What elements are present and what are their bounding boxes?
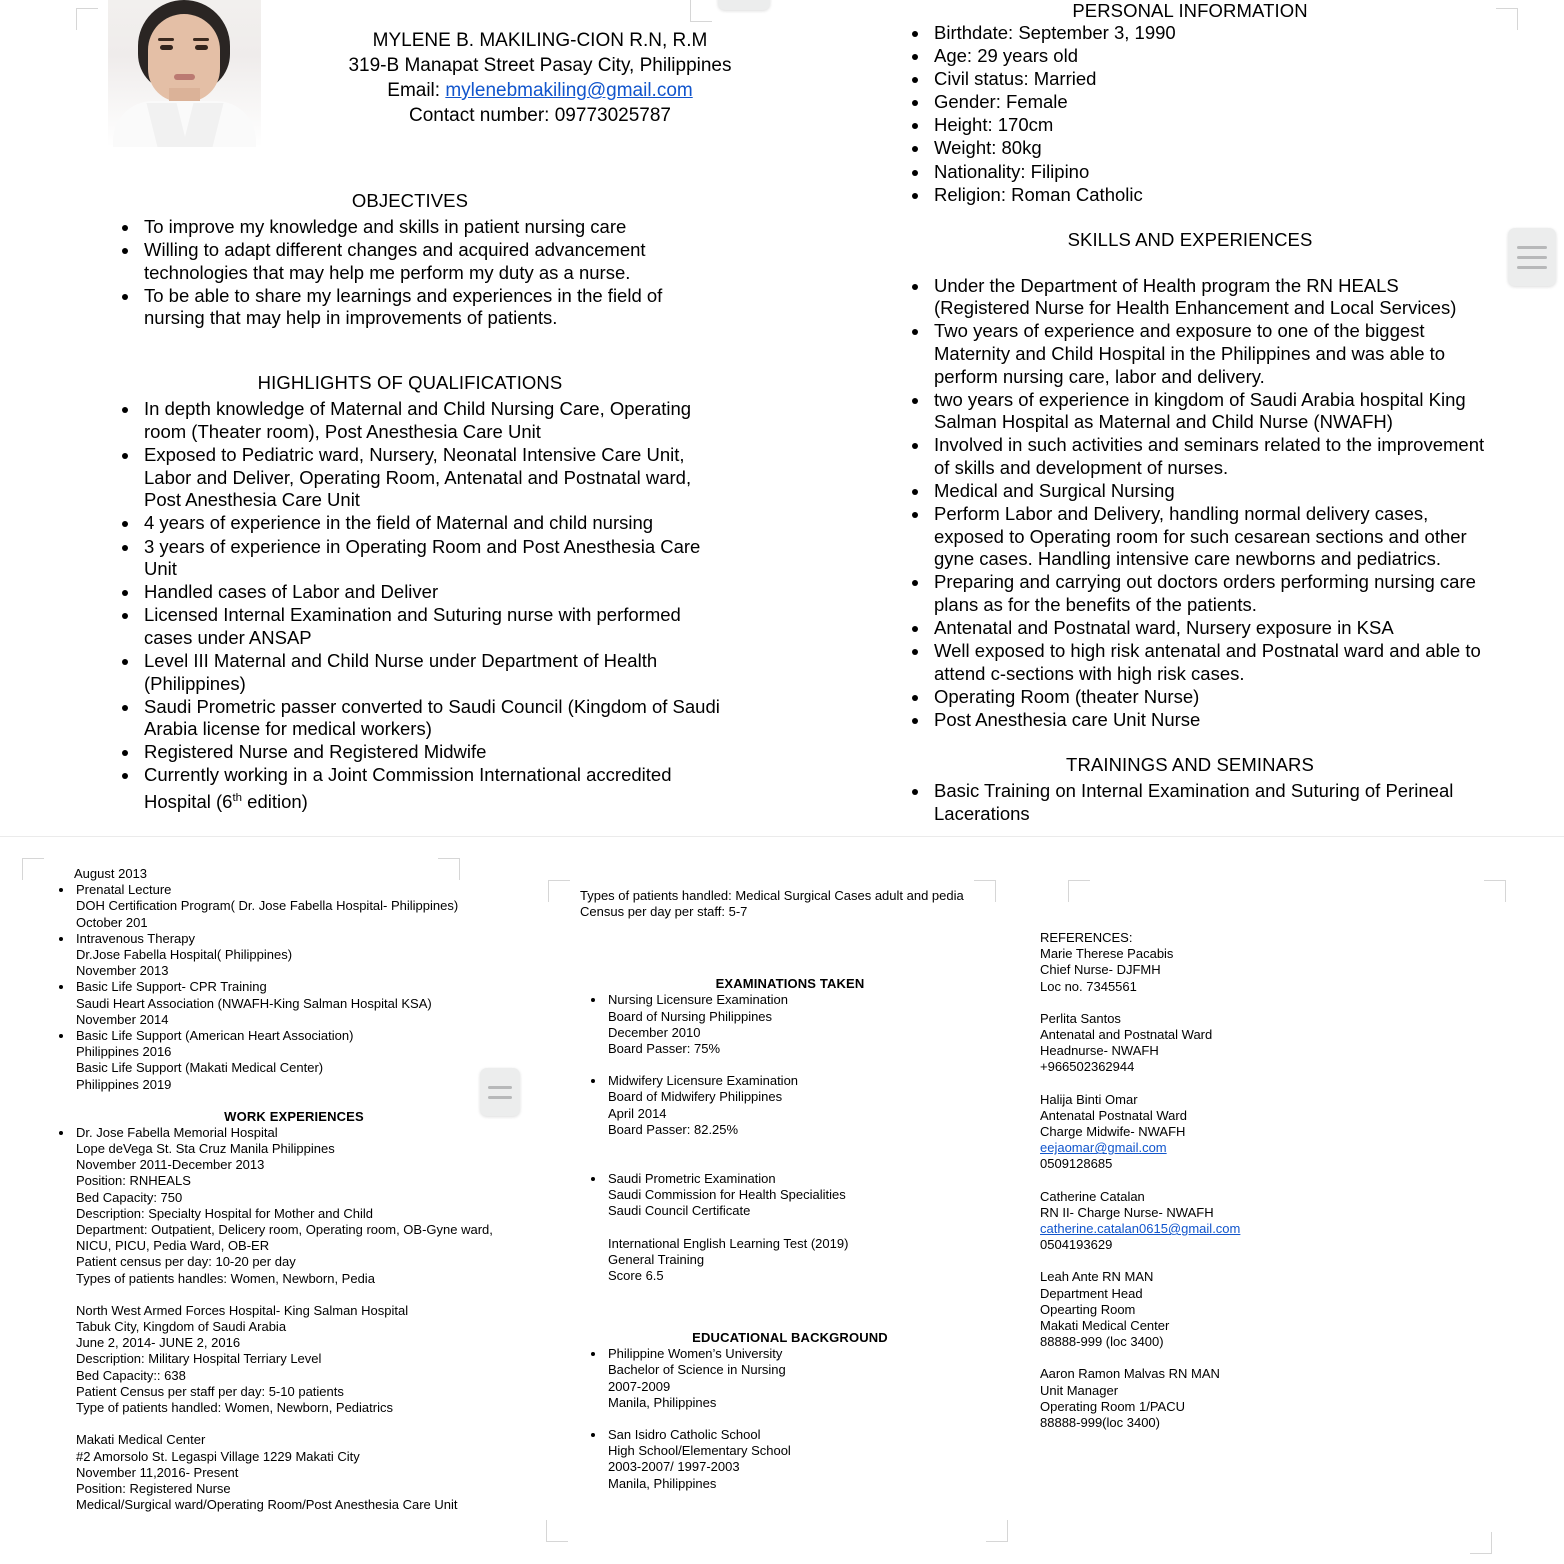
highlight-last-post: edition) — [242, 791, 308, 813]
list-item: • Saudi Prometric passer converted to Saudi Council (Kingdom of Saudi Arabia license for medical workers) — [140, 696, 720, 741]
list-item — [74, 1432, 518, 1513]
list-item: • Willing to adapt different changes and acquired advancement technologies that may help me perform my duty as a nurse. — [140, 239, 720, 284]
english-test-detail: Score 6.5 — [608, 1268, 664, 1284]
list-item — [606, 1171, 1000, 1284]
reference-line: Antenatal Postnatal Ward — [1040, 1107, 1187, 1123]
menu-line-icon — [488, 1086, 513, 1089]
reference-line: Halija Binti Omar — [1040, 1091, 1138, 1107]
school-name: San Isidro Catholic School — [608, 1427, 761, 1443]
list-item: • Nationality: Filipino — [930, 161, 1490, 184]
school-detail: Manila, Philippines — [608, 1394, 717, 1410]
menu-line-icon — [1517, 256, 1547, 259]
reference-line: RN II- Charge Nurse- NWAFH — [1040, 1204, 1214, 1220]
list-item: • Involved in such activities and seminars related to the improvement of skills and development of nurses. — [930, 434, 1490, 479]
exam-detail: December 2010 — [608, 1024, 701, 1040]
exam-name: Nursing Licensure Examination — [608, 992, 788, 1008]
list-item: • Level III Maternal and Child Nurse under Department of Health (Philippines) — [140, 650, 720, 695]
reference-line: 0509128685 — [1040, 1156, 1113, 1172]
employer-detail: Lope deVega St. Sta Cruz Manila Philippines — [76, 1141, 335, 1157]
exam-detail: Board of Midwifery Philippines — [608, 1089, 783, 1105]
trainings-heading: TRAININGS AND SEMINARS — [1066, 754, 1314, 776]
employer-detail: November 2011-December 2013 — [76, 1157, 265, 1173]
employer-name: Dr. Jose Fabella Memorial Hospital — [76, 1124, 278, 1140]
training-detail: Philippines 2016 — [76, 1044, 172, 1060]
list-item: • Well exposed to high risk antenatal and Postnatal ward and able to attend c-sections with high risk cases. — [930, 640, 1490, 685]
list-item: • Registered Nurse and Registered Midwife — [140, 741, 720, 764]
list-item — [606, 992, 1000, 1057]
list-item — [606, 1346, 1000, 1411]
training-detail: DOH Certification Program( Dr. Jose Fabella Hospital- Philippines) — [76, 898, 459, 914]
trainings-list — [890, 780, 1490, 825]
reference-line: Antenatal and Postnatal Ward — [1040, 1027, 1213, 1043]
candidate-contact: Contact number: 09773025787 — [409, 105, 671, 126]
employer-detail: November 11,2016- Present — [76, 1464, 239, 1480]
page2-middle-column — [580, 888, 1000, 1492]
exam-detail: Saudi Council Certificate — [608, 1203, 751, 1219]
training-name: Intravenous Therapy — [76, 930, 195, 946]
list-item: • Exposed to Pediatric ward, Nursery, Neonatal Intensive Care Unit, Labor and Deliver, Operating Room, Antenatal and Postnatal ward, Post Anesthesia Care Unit — [140, 444, 720, 512]
training-name: Prenatal Lecture — [76, 882, 172, 898]
objectives-heading: OBJECTIVES — [351, 190, 469, 211]
list-item: • To improve my knowledge and skills in patient nursing care — [140, 216, 720, 239]
examinations-list — [580, 992, 1000, 1284]
reference-line: Leah Ante RN MAN — [1040, 1269, 1154, 1285]
list-item: • Post Anesthesia care Unit Nurse — [930, 709, 1490, 732]
employer-detail: Bed Capacity:: 638 — [76, 1367, 186, 1383]
crop-mark — [1496, 8, 1518, 30]
list-item: • Age: 29 years old — [930, 45, 1490, 68]
list-item: • Under the Department of Health program the RN HEALS (Registered Nurse for Health Enhancement and Local Services) — [930, 275, 1490, 320]
list-item: • Perform Labor and Delivery, handling normal delivery cases, exposed to Operating room for such cesarean sections and other gyne cases. Handling intensive care newborns and pediatrics. — [930, 503, 1490, 571]
email-link[interactable]: mylenebmakiling@gmail.com — [445, 80, 693, 101]
exam-detail: Board Passer: 82.25% — [608, 1121, 739, 1137]
list-item: • 4 years of experience in the field of Maternal and child nursing — [140, 512, 720, 535]
english-test-detail: General Training — [608, 1251, 705, 1267]
menu-line-icon — [1517, 246, 1547, 249]
employer-name: North West Armed Forces Hospital- King Salman Hospital — [76, 1302, 409, 1318]
reference-line: Chief Nurse- DJFMH — [1040, 962, 1161, 978]
document-page-2 — [0, 838, 1564, 1564]
work-experiences-list — [48, 1125, 518, 1513]
crop-mark — [986, 1520, 1008, 1542]
list-item: • Antenatal and Postnatal ward, Nursery exposure in KSA — [930, 617, 1490, 640]
exam-name: Midwifery Licensure Examination — [608, 1073, 799, 1089]
page2-left-column — [48, 866, 518, 1513]
employer-detail: Description: Military Hospital Terriary Level — [76, 1351, 322, 1367]
menu-line-icon — [488, 1096, 513, 1099]
trainings-continued-list — [48, 882, 518, 1093]
training-detail: Basic Life Support (Makati Medical Center) — [76, 1060, 324, 1076]
training-name: Basic Life Support (American Heart Association) — [76, 1028, 354, 1044]
document-menu-button[interactable] — [1508, 228, 1556, 286]
objectives-list — [100, 216, 720, 330]
employer-detail: Type of patients handled: Women, Newborn, Pediatrics — [76, 1400, 393, 1416]
work-continued-detail: Types of patients handled: Medical Surgical Cases adult and pedia — [580, 888, 964, 903]
work-experiences-heading: WORK EXPERIENCES — [224, 1108, 364, 1124]
crop-mark — [1470, 1532, 1492, 1554]
reference-line: 88888-999 (loc 3400) — [1040, 1334, 1164, 1350]
education-heading: EDUCATIONAL BACKGROUND — [692, 1330, 888, 1346]
reference-email-link[interactable]: catherine.catalan0615@gmail.com — [1040, 1221, 1241, 1237]
reference-line: Unit Manager — [1040, 1382, 1119, 1398]
reference-line: Opearting Room — [1040, 1301, 1136, 1317]
list-item — [606, 1073, 1000, 1138]
training-detail: Saudi Heart Association (NWAFH-King Salman Hospital KSA) — [76, 995, 432, 1011]
page-separator — [0, 836, 1564, 837]
training-name: Basic Life Support- CPR Training — [76, 979, 267, 995]
ordinal-suffix: th — [232, 792, 243, 805]
reference-line: Department Head — [1040, 1285, 1143, 1301]
highlights-list — [100, 398, 720, 813]
reference-line: Operating Room 1/PACU — [1040, 1398, 1185, 1414]
school-detail: Manila, Philippines — [608, 1475, 717, 1491]
reference-email-link[interactable]: eejaomar@gmail.com — [1040, 1140, 1167, 1156]
exam-detail: Board of Nursing Philippines — [608, 1008, 773, 1024]
school-name: Philippine Women’s University — [608, 1346, 783, 1362]
list-item — [74, 1125, 518, 1287]
list-item: • Preparing and carrying out doctors orders performing nursing care plans as for the benefits of the patients. — [930, 571, 1490, 616]
employer-detail: Tabuk City, Kingdom of Saudi Arabia — [76, 1319, 287, 1335]
education-list — [580, 1346, 1000, 1492]
reference-line: Catherine Catalan — [1040, 1188, 1145, 1204]
training-detail: Dr.Jose Fabella Hospital( Philippines) — [76, 947, 293, 963]
employer-detail: Department: Outpatient, Delicery room, Operating room, OB-Gyne ward, NICU, PICU, Pedia Ward, OB-ER — [76, 1222, 493, 1254]
employer-detail: June 2, 2014- JUNE 2, 2016 — [76, 1335, 241, 1351]
list-item — [74, 882, 518, 931]
employer-detail: Description: Specialty Hospital for Mother and Child — [76, 1205, 373, 1221]
reference-line: Loc no. 7345561 — [1040, 978, 1137, 994]
list-item — [74, 979, 518, 1028]
school-detail: 2003-2007/ 1997-2003 — [608, 1459, 740, 1475]
list-item — [74, 931, 518, 980]
list-item: • Basic Training on Internal Examination and Suturing of Perineal Lacerations — [930, 780, 1490, 825]
document-menu-button[interactable] — [718, 0, 770, 10]
crop-mark — [438, 858, 460, 880]
list-item: • Licensed Internal Examination and Suturing nurse with performed cases under ANSAP — [140, 604, 720, 649]
list-item: • Height: 170cm — [930, 114, 1490, 137]
reference-line: Marie Therese Pacabis — [1040, 946, 1174, 962]
work-continued-detail: Census per day per staff: 5-7 — [580, 904, 748, 920]
list-item: • To be able to share my learnings and experiences in the field of nursing that may help in improvements of patients. — [140, 285, 720, 330]
list-item: • two years of experience in kingdom of Saudi Arabia hospital King Salman Hospital as Maternal and Child Nurse (NWAFH) — [930, 389, 1490, 434]
school-detail: 2007-2009 — [608, 1378, 671, 1394]
page2-right-column — [1040, 930, 1440, 1431]
school-detail: Bachelor of Science in Nursing — [608, 1362, 786, 1378]
employer-detail: #2 Amorsolo St. Legaspi Village 1229 Makati City — [76, 1448, 360, 1464]
reference-line: +966502362944 — [1040, 1059, 1135, 1075]
references-heading: REFERENCES: — [1040, 930, 1133, 945]
list-item — [74, 1028, 518, 1093]
reference-line: Headnurse- NWAFH — [1040, 1043, 1159, 1059]
exam-detail: Saudi Commission for Health Specialities — [608, 1187, 846, 1203]
list-item: • Civil status: Married — [930, 68, 1490, 91]
crop-mark — [1068, 880, 1090, 902]
training-detail: Philippines 2019 — [76, 1076, 172, 1092]
list-item: • Weight: 80kg — [930, 137, 1490, 160]
reference-line: Makati Medical Center — [1040, 1318, 1170, 1334]
candidate-address: 319-B Manapat Street Pasay City, Philippines — [348, 55, 732, 76]
crop-mark — [76, 8, 98, 30]
personal-information-list — [890, 22, 1490, 206]
reference-line: Perlita Santos — [1040, 1010, 1121, 1026]
training-detail: October 201 — [76, 914, 148, 930]
crop-mark — [546, 1520, 568, 1542]
list-item: • Gender: Female — [930, 91, 1490, 114]
list-item: • Operating Room (theater Nurse) — [930, 686, 1490, 709]
highlights-heading: HIGHLIGHTS OF QUALIFICATIONS — [257, 372, 563, 394]
page1-right-column — [890, 0, 1490, 826]
employer-detail: Position: RNHEALS — [76, 1173, 191, 1189]
crop-mark — [22, 858, 44, 880]
reference-line: 88888-999(loc 3400) — [1040, 1415, 1160, 1431]
crop-mark — [974, 880, 996, 902]
document-menu-button[interactable] — [480, 1068, 520, 1116]
crop-mark — [1484, 880, 1506, 902]
crop-mark — [548, 880, 570, 902]
list-item: • Birthdate: September 3, 1990 — [930, 22, 1490, 45]
training-date: August 2013 — [74, 866, 148, 881]
employer-detail: Medical/Surgical ward/Operating Room/Post Anesthesia Care Unit — [76, 1497, 458, 1513]
page1-left-column — [100, 0, 720, 814]
training-detail: November 2013 — [76, 963, 169, 979]
skills-list — [890, 275, 1490, 732]
personal-information-heading: PERSONAL INFORMATION — [1072, 0, 1308, 21]
list-item — [140, 764, 720, 813]
list-item: • Medical and Surgical Nursing — [930, 480, 1490, 503]
list-item: • Religion: Roman Catholic — [930, 184, 1490, 207]
reference-line: Aaron Ramon Malvas RN MAN — [1040, 1366, 1220, 1382]
candidate-name: MYLENE B. MAKILING-CION R.N, R.M — [372, 30, 708, 51]
exam-detail: April 2014 — [608, 1105, 667, 1121]
exam-detail: Board Passer: 75% — [608, 1041, 721, 1057]
employer-name: Makati Medical Center — [76, 1432, 206, 1448]
list-item — [74, 1303, 518, 1416]
list-item: • Two years of experience and exposure to one of the biggest Maternity and Child Hospital in the Philippines and was able to perform nursing care, labor and delivery. — [930, 320, 1490, 388]
exam-name: Saudi Prometric Examination — [608, 1171, 776, 1187]
list-item: • 3 years of experience in Operating Room and Post Anesthesia Care Unit — [140, 536, 720, 581]
employer-detail: Bed Capacity: 750 — [76, 1189, 183, 1205]
list-item — [606, 1427, 1000, 1492]
english-test-detail: International English Learning Test (2019) — [608, 1235, 849, 1251]
employer-detail: Types of patients handles: Women, Newborn, Pedia — [76, 1270, 375, 1286]
employer-detail: Patient census per day: 10-20 per day — [76, 1254, 296, 1270]
reference-line: Charge Midwife- NWAFH — [1040, 1124, 1186, 1140]
crop-mark — [690, 0, 712, 22]
list-item: • Handled cases of Labor and Deliver — [140, 581, 720, 604]
list-item: • In depth knowledge of Maternal and Child Nursing Care, Operating room (Theater room), Post Anesthesia Care Unit — [140, 398, 720, 443]
school-detail: High School/Elementary School — [608, 1443, 791, 1459]
examinations-heading: EXAMINATIONS TAKEN — [715, 976, 865, 992]
training-detail: November 2014 — [76, 1011, 169, 1027]
reference-line: 0504193629 — [1040, 1237, 1113, 1253]
email-label: Email: — [387, 80, 441, 101]
employer-detail: Patient Census per staff per day: 5-10 patients — [76, 1383, 344, 1399]
menu-line-icon — [1517, 266, 1547, 269]
employer-detail: Position: Registered Nurse — [76, 1480, 231, 1496]
highlight-last-pre: Currently working in a Joint Commission International accredited Hospital (6 — [144, 764, 672, 813]
skills-heading: SKILLS AND EXPERIENCES — [1067, 228, 1313, 250]
